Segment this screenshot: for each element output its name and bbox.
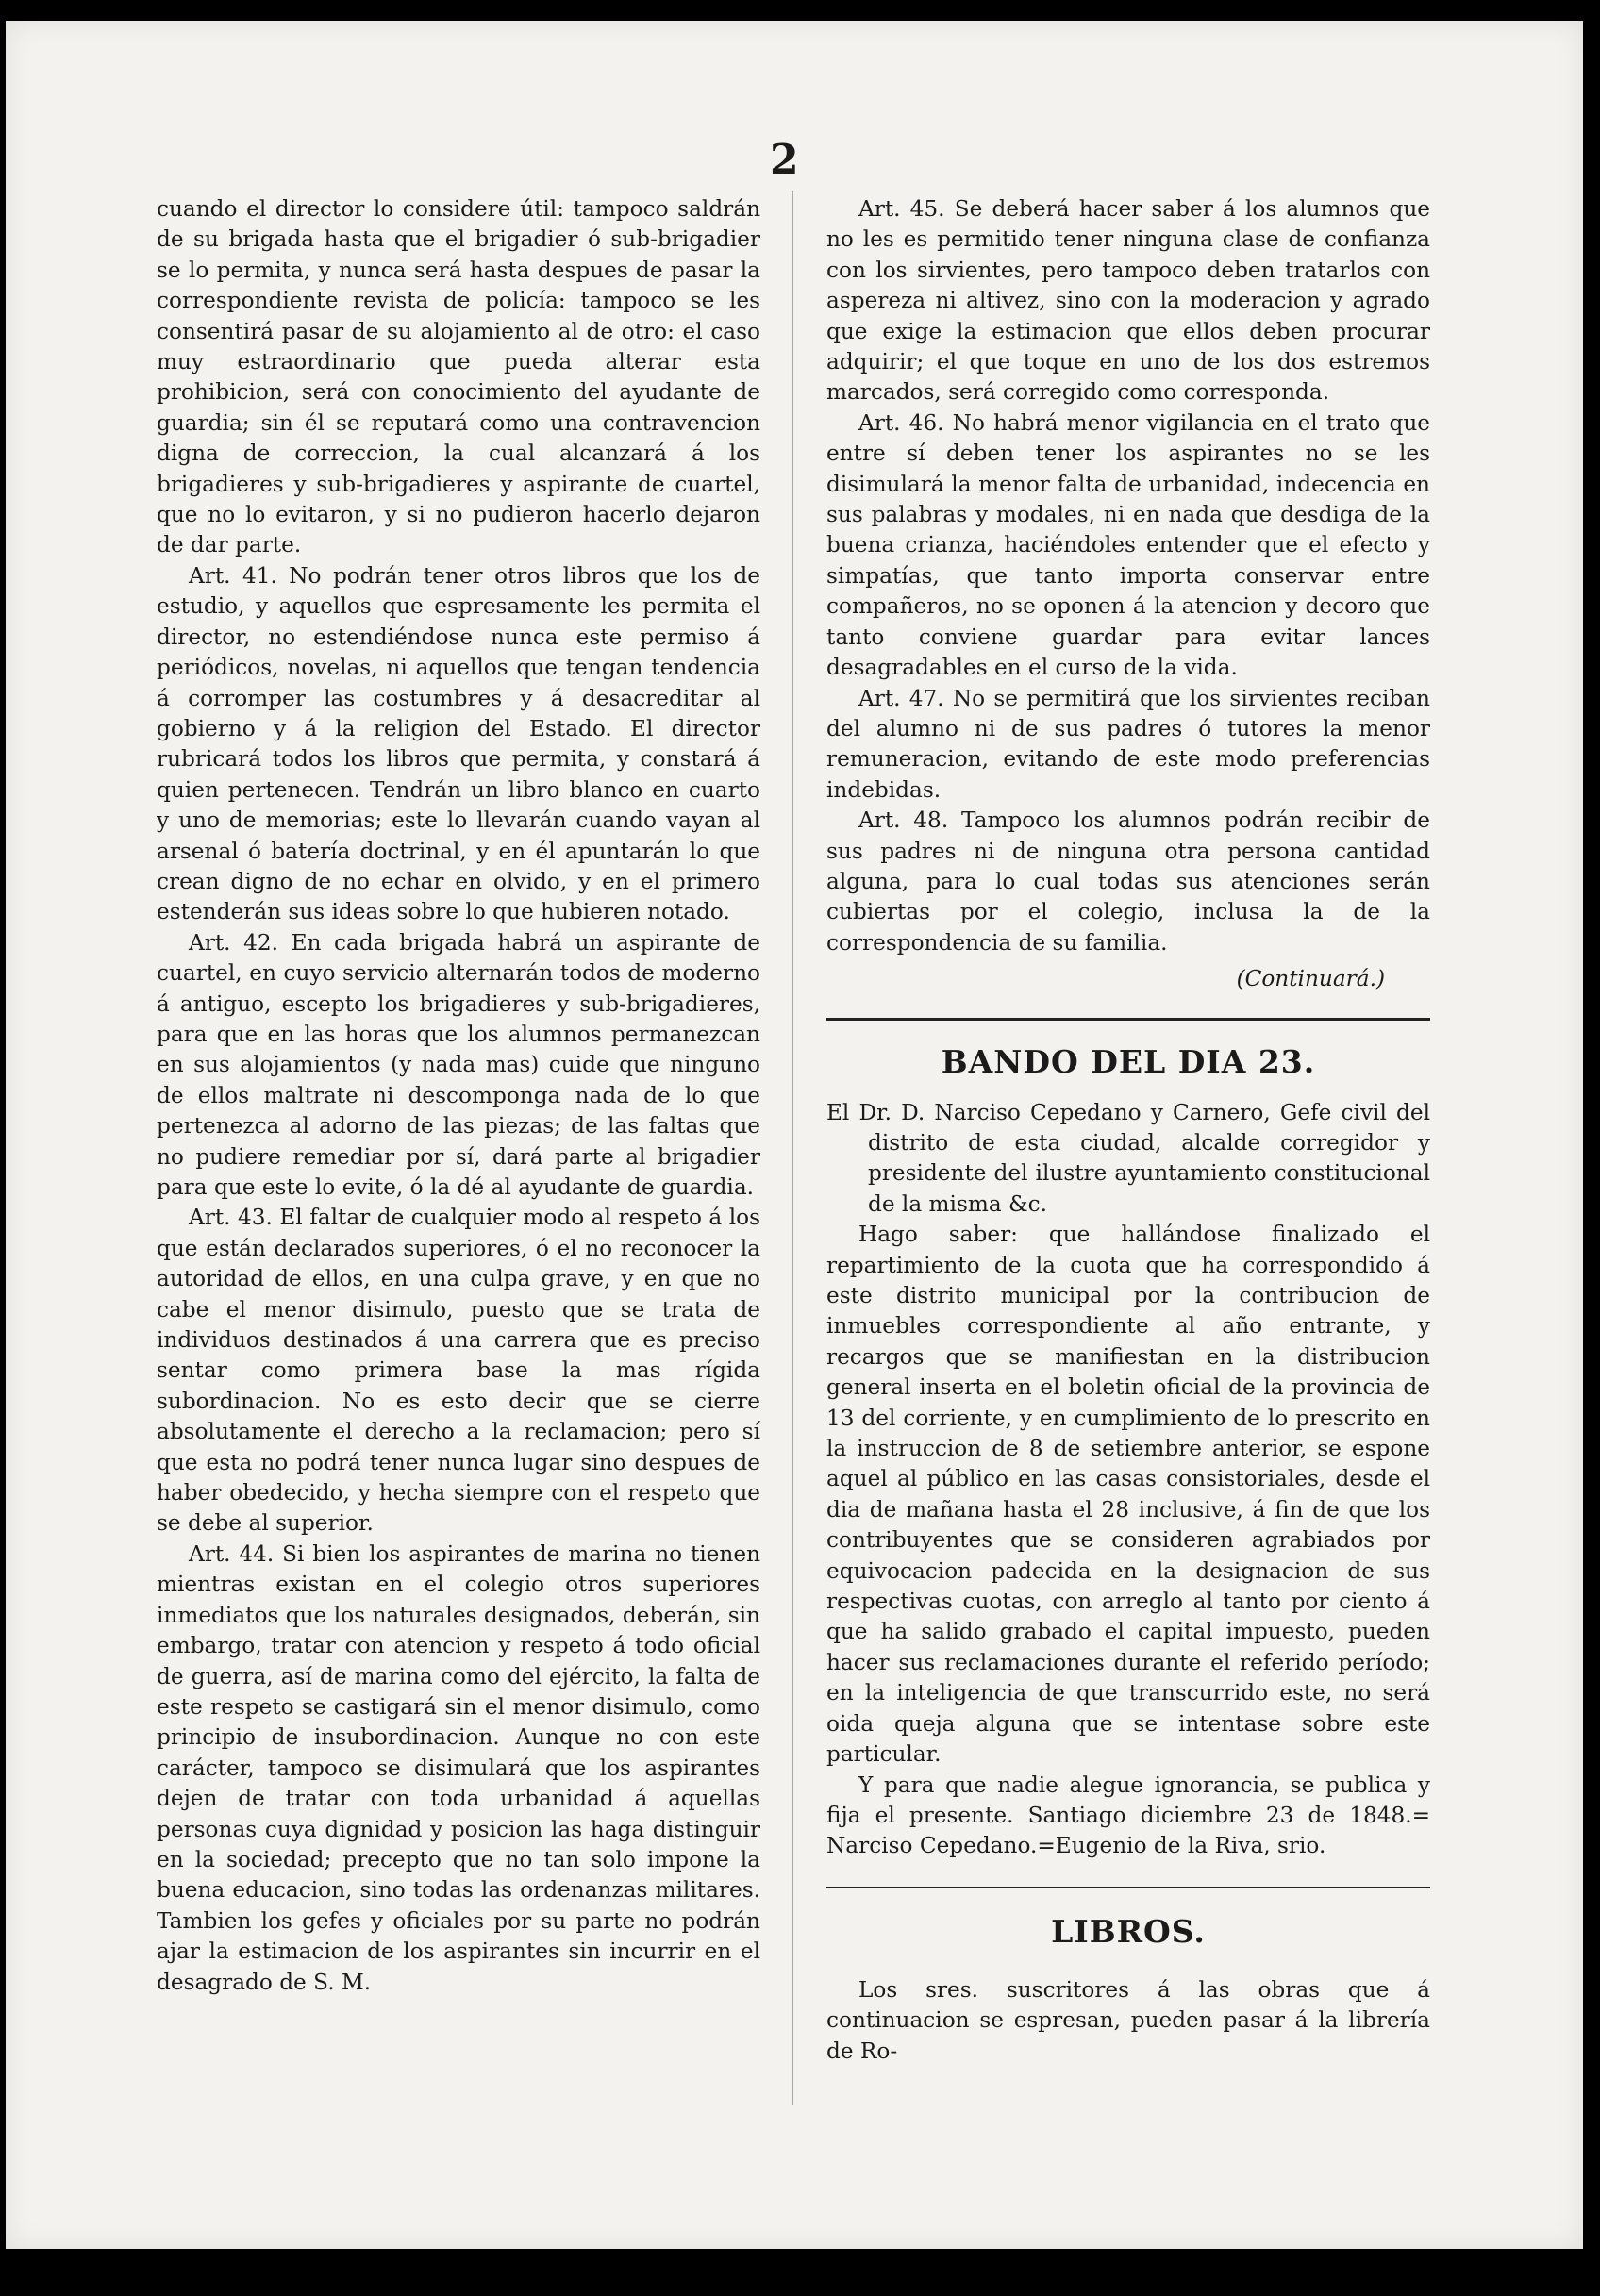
article-44: Art. 44. Si bien los aspirantes de marina no tienen mientras existan en el colegio otros superiores inmediatos que los naturales designados, deberán, sin embargo, tratar con atencion y respeto á todo oficial de guerra, así de marina como del ejército, la falta de este respeto se castigará sin el menor disimulo, como principio de insubordinacion. Aunque no con este carácter, tampoco se disimulará que los aspirantes dejen de tratar con toda urbanidad á aquellas personas cuya dignidad y posicion las haga distinguir en la sociedad; precepto que no tan solo impone la buena educacion, sino todas las ordenanzas militares. Tambien los gefes y oficiales por su parte no podrán ajar la estimacion de los aspirantes sin incurrir en el desagrado de S. M.	[157, 1540, 760, 1995]
bando-signer: El Dr. D. Narciso Cepedano y Carnero, Gefe civil del distrito de esta ciudad, alcalde corregidor y presidente del ilustre ayuntamiento constitucional de la misma &c.	[826, 1099, 1430, 1217]
bando-heading: BANDO DEL DIA 23.	[941, 1042, 1316, 1080]
left-column	[157, 194, 760, 1998]
article-45: Art. 45. Se deberá hacer saber á los alumnos que no les es permitido tener ninguna clase de confianza con los sirvientes, pero tampoco deben tratarlos con aspereza ni altivez, sino con la moderacion y agrado que exige la estimacion que ellos deben procurar adquirir; el que toque en uno de los dos estremos marcados, será corregido como corresponda.	[826, 196, 1430, 406]
article-48: Art. 48. Tampoco los alumnos podrán recibir de sus padres ni de ninguna otra persona cantidad alguna, para lo cual todas sus atenciones serán cubiertas por el colegio, inclusa la de la correspondencia de su familia.	[826, 807, 1430, 956]
article-43: Art. 43. El faltar de cualquier modo al respeto á los que están declarados superiores, ó el no reconocer la autoridad de ellos, en una culpa grave, y en que no cabe el menor disimulo, puesto que se trata de individuos destinados á una carrera que es preciso sentar como primera base la mas rígida subordinacion. No es esto decir que se cierre absolutamente el derecho a la reclamacion; pero sí que esta no podrá tener nunca lugar sino despues de haber obedecido, y hecha siempre con el respeto que se debe al superior.	[157, 1205, 760, 1537]
article-41: Art. 41. No podrán tener otros libros que los de estudio, y aquellos que espresamente les permita el director, no estendiéndose nunca este permiso á periódicos, novelas, ni aquellos que tengan tendencia á corromper las costumbres y á desacreditar al gobierno y á la religion del Estado. El director rubricará todos los libros que permita, y constará á quien pertenecen. Tendrán un libro blanco en cuarto y uno de memorias; este lo llevarán cuando vayan al arsenal ó batería doctrinal, y en él apuntarán lo que crean digno de no echar en olvido, y en el primero estenderán sus ideas sobre lo que hubieren notado.	[157, 562, 760, 925]
libros-heading: LIBROS.	[1051, 1912, 1206, 1950]
bando-closing: Y para que nadie alegue ignorancia, se publica y fija el presente. Santiago diciembre 23 de 1848.= Narciso Cepedano.=Eugenio de la Riva, srio.	[826, 1772, 1430, 1859]
article-46: Art. 46. No habrá menor vigilancia en el trato que entre sí deben tener los aspirantes no se les disimulará la menor falta de urbanidad, indecencia en sus palabras y modales, ni en nada que desdiga de la buena crianza, haciéndoles entender que el efecto y simpatías, que tanto importa conservar entre compañeros, no se oponen á la atencion y decoro que tanto conviene guardar para evitar lances desagradables en el curso de la vida.	[826, 409, 1430, 681]
newspaper-page	[6, 21, 1583, 2249]
section-rule	[826, 1018, 1430, 1021]
column-divider	[792, 191, 793, 2105]
page-number: 2	[770, 136, 799, 184]
bando-body: Hago saber: que hallándose finalizado el repartimiento de la cuota que ha correspondido á este distrito municipal por la contribucion de inmuebles correspondiente al año entrante, y recargos que se manifiestan en la distribucion general inserta en el boletin oficial de la provincia de 13 del corriente, y en cumplimiento de lo prescrito en la instruccion de 8 de setiembre anterior, se espone aquel al público en las casas consistoriales, desde el dia de mañana hasta el 28 inclusive, á fin de que los contribuyentes que se consideren agrabiados por equivocacion padecida en la designacion de sus respectivas cuotas, con arreglo al tanto por ciento á que ha salido grabado el capital impuesto, pueden hacer sus reclamaciones durante el referido período; en la inteligencia de que transcurrido este, no será oida queja alguna que se intentase sobre este particular.	[826, 1222, 1430, 1768]
article-40-continued: cuando el director lo considere útil: tampoco saldrán de su brigada hasta que el brigadier ó sub-brigadier se lo permita, y nunca será hasta despues de pasar la correspondiente revista de policía: tampoco se les consentirá pasar de su alojamiento al de otro: el caso muy estraordinario que pueda alterar esta prohibicion, será con conocimiento del ayudante de guardia; sin él se reputará como una contravencion digna de correccion, la cual alcanzará á los brigadieres y sub-brigadieres y aspirante de cuartel, que no lo evitaron, y si no pudieron hacerlo dejaron de dar parte.	[157, 196, 760, 558]
continuara-note: (Continuará.)	[1236, 966, 1385, 992]
right-column	[826, 194, 1430, 2067]
article-47: Art. 47. No se permitirá que los sirvientes reciban del alumno ni de sus padres ó tutores la menor remuneracion, evitando de este modo preferencias indebidas.	[826, 685, 1430, 803]
section-rule	[826, 1887, 1430, 1888]
libros-body: Los sres. suscritores á las obras que á continuacion se espresan, pueden pasar á la librería de Ro-	[826, 1976, 1430, 2064]
article-42: Art. 42. En cada brigada habrá un aspirante de cuartel, en cuyo servicio alternarán todos de moderno á antiguo, escepto los brigadieres y sub-brigadieres, para que en las horas que los alumnos permanezcan en sus alojamientos (y nada mas) cuide que ninguno de ellos maltrate ni descomponga nada de lo que pertenezca al adorno de las piezas; de las faltas que no pudiere remediar por sí, dará parte al brigadier para que este lo evite, ó la dé al ayudante de guardia.	[157, 929, 760, 1200]
